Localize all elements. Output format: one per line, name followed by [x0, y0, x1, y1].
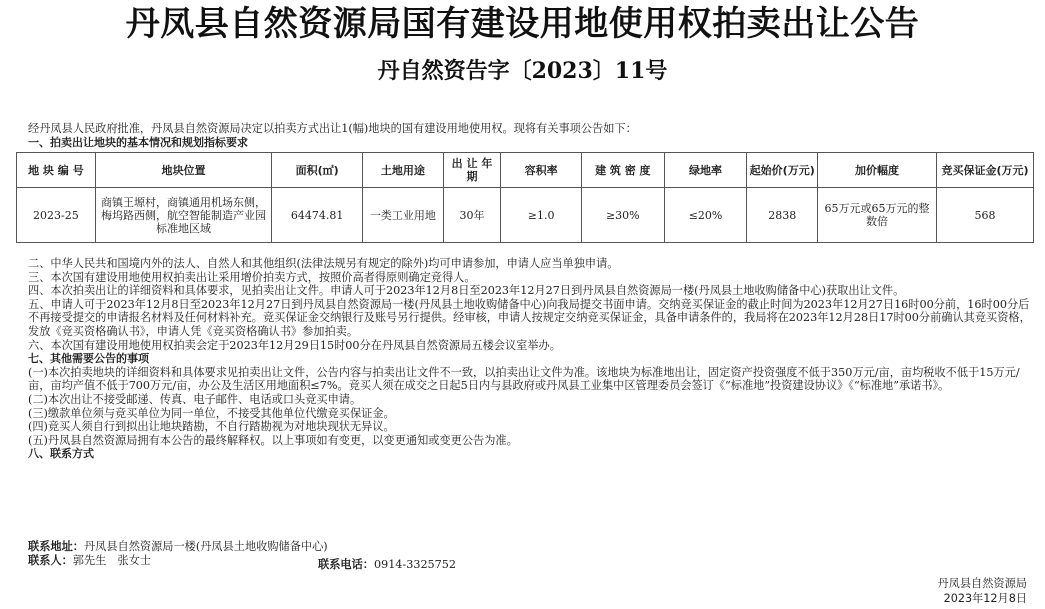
document-number: 丹自然资告字〔2023〕11号	[377, 58, 668, 84]
header-start-price: 起始价(万元)	[747, 153, 818, 188]
table-row	[17, 188, 1034, 243]
section-heading-1: 一、拍卖出让地块的基本情况和规划指标要求	[28, 135, 248, 149]
contact-block	[28, 540, 328, 567]
contact-person-line	[28, 554, 328, 568]
contact-person-label: 联系人：	[28, 553, 73, 567]
header-green-ratio: 绿地率	[664, 153, 747, 188]
header-deposit: 竞买保证金(万元)	[937, 153, 1034, 188]
paragraph-2: 二、中华人民共和国境内外的法人、自然人和其他组织(法律法规另有规定的除外)均可申请参加，申请人应当单独申请。	[28, 257, 619, 270]
contact-phone-line	[318, 558, 456, 572]
header-term: 出 让 年 期	[443, 153, 501, 188]
cell-land-use: 一类工业用地	[363, 188, 444, 243]
land-info-table	[16, 152, 1034, 243]
section7-item-2: (二)本次出让不接受邮递、传真、电子邮件、电话或口头竞买申请。	[28, 392, 362, 406]
contact-phone: 0914-3325752	[373, 558, 457, 571]
paragraph-3: 三、本次国有建设用地使用权拍卖出让采用增价拍卖方式，按照价高者得原则确定竞得人。	[28, 270, 476, 284]
cell-building-density: ≥30%	[581, 188, 664, 243]
cell-deposit: 568	[937, 188, 1034, 243]
header-location: 地块位置	[95, 153, 272, 188]
intro-block	[28, 122, 1039, 149]
contact-address-line	[28, 540, 328, 554]
cell-plot-ratio: ≥1.0	[501, 188, 582, 243]
header-parcel-no: 地 块 编 号	[17, 153, 96, 188]
signature-block	[937, 576, 1027, 606]
section7-item-1: (一)本次拍卖地块的详细资料和具体要求见拍卖出让文件，公告内容与拍卖出让文件不一致，以拍卖出让文件为准。该地块为标准地出让，固定资产投资强度不低于350万元/亩，亩均税收不低于15万元/亩，亩均产值不低于700万元/亩，办公及生活区用地面积≤7%。竞买人须在成交之日起5日内与县政府或丹凤县工业集中区管理委员会签订《“标准地”投资建设协议》《“标准地”承诺书》。	[28, 365, 1020, 393]
header-increment: 加价幅度	[818, 153, 937, 188]
cell-green-ratio: ≤20%	[664, 188, 747, 243]
issue-date: 2023年12月8日	[943, 592, 1027, 605]
cell-increment: 65万元或65万元的整数倍	[818, 188, 937, 243]
section7-item-4: (四)竞买人须自行到拟出让地块踏勘，不自行踏勘视为对地块现状无异议。	[28, 420, 395, 434]
announcement-title: 丹凤县自然资源局国有建设用地使用权拍卖出让公告	[125, 4, 920, 44]
paragraph-5: 五、申请人可于2023年12月8日至2023年12月27日到丹凤县自然资源局一楼(丹凤县土地收购储备中心)向我局提交书面申请。交纳竞买保证金的截止时间为2023年12月27日16时00分前，16时00分后不再接受提交的申请报名材料及任何材料补充。竞买保证金交纳银行及账号另行提供。经审核，申请人按规定交纳竞买保证金，具备申请条件的，我局将在2023年12月28日17时00分前确认其竞买资格，发放《竞买资格确认书》，申请人凭《竞买资格确认书》参加拍卖。	[28, 297, 1031, 338]
announcement-body	[28, 257, 1039, 461]
issuing-organization: 丹凤县自然资源局	[937, 577, 1027, 590]
contact-person: 郭先生 张女士	[72, 553, 152, 567]
header-land-use: 土地用途	[363, 153, 444, 188]
header-building-density: 建 筑 密 度	[581, 153, 664, 188]
cell-start-price: 2838	[747, 188, 818, 243]
intro-paragraph: 经丹凤县人民政府批准，丹凤县自然资源局决定以拍卖方式出让1(幅)地块的国有建设用地使用权。现将有关事项公告如下：	[28, 122, 637, 135]
paragraph-4: 四、本次拍卖出让的详细资料和具体要求，见拍卖出让文件。申请人可于2023年12月8日至2023年12月27日到丹凤县自然资源局一楼(丹凤县土地收购储备中心)获取出让文件。	[28, 284, 905, 298]
section-heading-7: 七、其他需要公告的事项	[28, 352, 149, 366]
paragraph-6: 六、本次国有建设用地使用权拍卖会定于2023年12月29日15时00分在丹凤县自然资源局五楼会议室举办。	[28, 338, 561, 352]
cell-area: 64474.81	[272, 188, 363, 243]
contact-phone-label: 联系电话：	[318, 558, 374, 571]
contact-address: 丹凤县自然资源局一楼(丹凤县土地收购储备中心)	[83, 540, 328, 553]
section-heading-8: 八、联系方式	[28, 447, 94, 461]
section7-item-3: (三)缴款单位须与竞买单位为同一单位，不接受其他单位代缴竞买保证金。	[28, 406, 395, 420]
cell-term: 30年	[443, 188, 501, 243]
cell-location: 商镇王塬村，商镇通用机场东侧，梅坞路西侧，航空智能制造产业园标准地区域	[95, 188, 272, 243]
section7-item-5: (五)丹凤县自然资源局拥有本公告的最终解释权。以上事项如有变更，以变更通知或变更公告为准。	[28, 433, 518, 447]
header-area: 面积(㎡)	[272, 153, 363, 188]
header-plot-ratio: 容积率	[501, 153, 582, 188]
cell-parcel-no: 2023-25	[17, 188, 96, 243]
contact-address-label: 联系地址：	[28, 540, 84, 553]
table-header-row	[17, 153, 1034, 188]
